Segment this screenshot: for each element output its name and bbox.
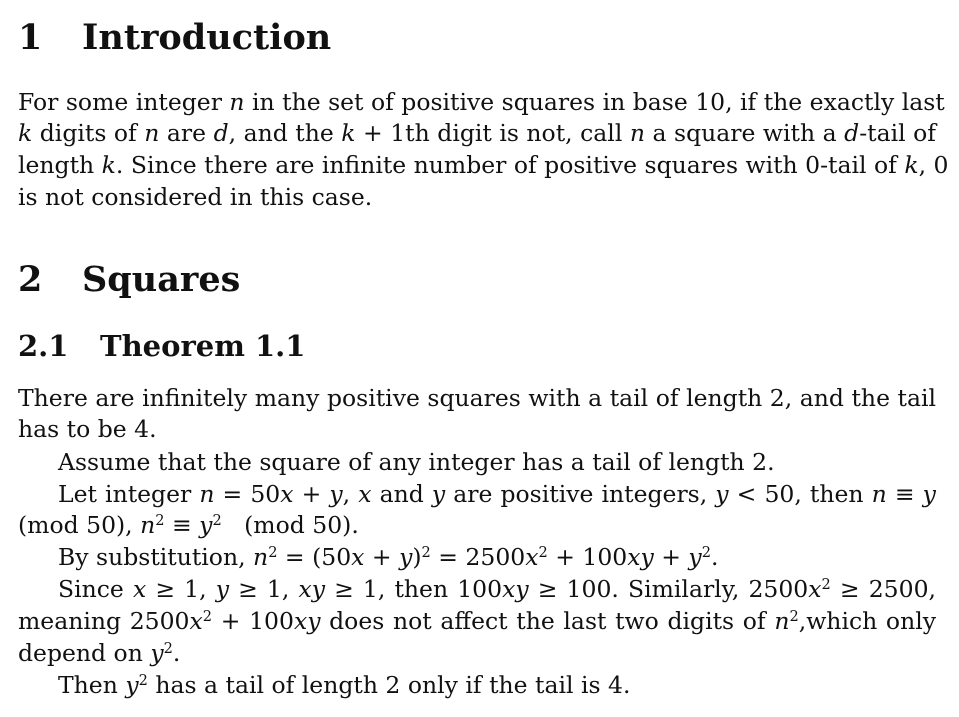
proof-bound-line-2: meaning $2500x^2 + 100xy$ does not affect the last two digits of $n^2,which$ only	[18, 607, 936, 635]
intro-paragraph-line-4: is not considered in this case.	[18, 183, 373, 211]
intro-paragraph-line-3: length k. Since there are infinite number of positive squares with 0-tail of k, 0	[18, 151, 949, 179]
proof-conclusion-line: Then $y^2$ has a tail of length 2 only if the tail is 4.	[58, 671, 631, 699]
section-number: 1	[18, 17, 43, 58]
subsection-heading-theorem	[18, 329, 305, 363]
proof-definition-line-1: Let integer n = 50x + y, x and y are positive integers, y < 50, then n ≡ y	[58, 480, 936, 508]
proof-substitution-line: By substitution, $n^2 = (50x + y)^2 = 2500x^2 + 100xy + y^2$.	[58, 543, 719, 571]
intro-paragraph-line-2: k digits of n are d, and the k + 1th digit is not, call n a square with a d-tail of	[18, 119, 936, 147]
intro-paragraph-line-1: For some integer n in the set of positive squares in base 10, if the exactly last	[18, 88, 945, 116]
section-heading-introduction	[18, 18, 331, 58]
proof-definition-line-2: (mod 50), $n^2 \equiv y^2$ (mod 50).	[18, 511, 359, 539]
theorem-statement-line-1: There are infinitely many positive squares with a tail of length 2, and the tail	[18, 384, 936, 412]
section-title: Squares	[82, 259, 241, 300]
section-heading-squares	[18, 260, 240, 300]
section-number: 2	[18, 259, 43, 300]
proof-bound-line-1: Since x ≥ 1, y ≥ 1, xy ≥ 1, then 100xy ≥ 100. Similarly, $2500x^2 \ge 2500$,	[58, 575, 937, 603]
proof-bound-line-3: depend on $y^2$.	[18, 639, 181, 667]
theorem-statement-line-2: has to be 4.	[18, 415, 157, 443]
section-title: Introduction	[82, 17, 332, 58]
subsection-number: 2.1	[18, 329, 69, 363]
proof-assumption-line: Assume that the square of any integer has a tail of length 2.	[58, 448, 775, 476]
subsection-title: Theorem 1.1	[100, 329, 306, 363]
